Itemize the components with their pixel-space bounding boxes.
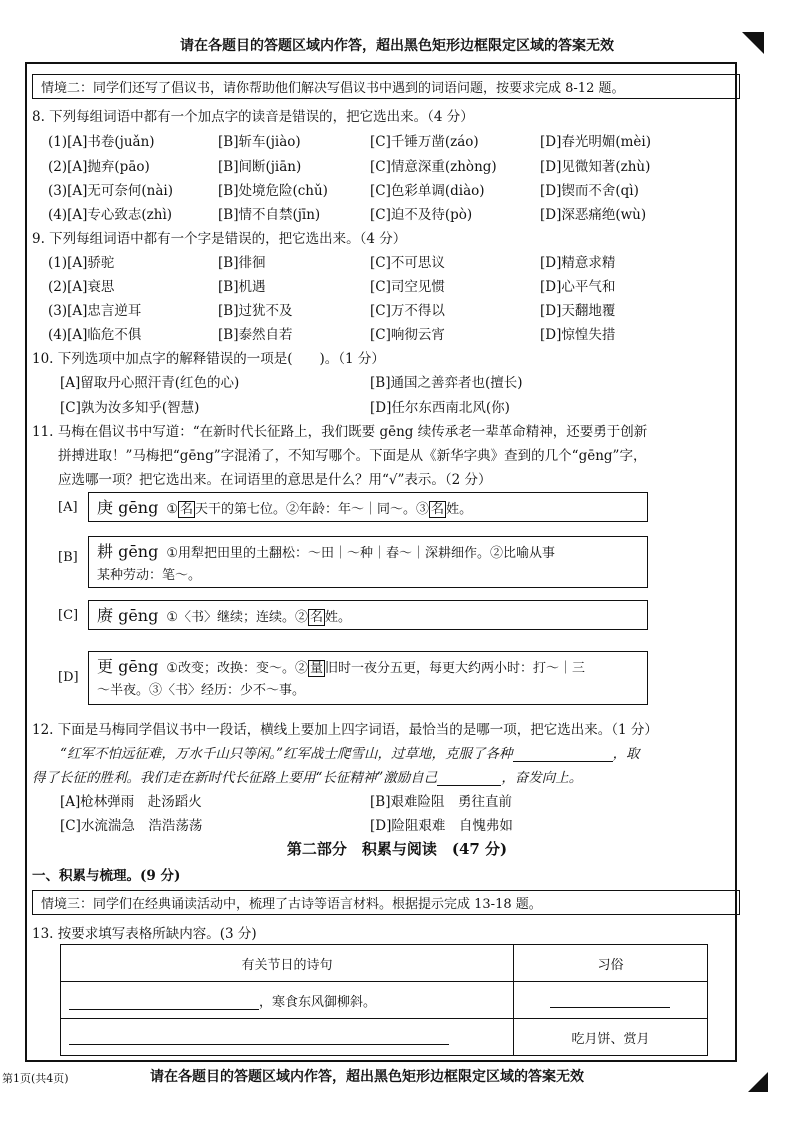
pos-tag: 名 — [180, 502, 194, 517]
q8-option[interactable]: [B]斩车(jiào) — [218, 134, 301, 150]
q11-option-c-entry[interactable] — [88, 600, 648, 630]
q8-stem: 8. 下列每组词语中都有一个加点字的读音是错误的，把它选出来。（4 分） — [32, 109, 474, 125]
fill-blank[interactable] — [69, 1009, 259, 1010]
def-text: ①用犁把田里的土翻松：～田｜～种｜春～｜深耕细作。②比喻从事 — [166, 546, 556, 561]
def-text: 旧时一夜分五更，每更大约两小时：打～｜三 — [325, 661, 586, 676]
q8-option[interactable]: (3)[A]无可奈何(nài) — [48, 183, 174, 199]
q10-option-d[interactable]: [D]任尔东西南北风(你) — [370, 400, 510, 416]
q11-option-a-entry[interactable] — [88, 492, 648, 522]
q8-option[interactable]: [B]情不自禁(jīn) — [218, 207, 321, 223]
pos-tag: 名 — [310, 610, 324, 625]
q9-option[interactable]: [C]响彻云宵 — [370, 327, 445, 343]
part2-heading: 第二部分 积累与阅读 (47 分) — [286, 840, 508, 858]
q11-option-a-label[interactable]: [A] — [58, 500, 78, 515]
q11-option-d-label[interactable]: [D] — [58, 670, 79, 685]
headword: 赓 gēng — [97, 606, 159, 625]
q12-option-a[interactable]: [A]枪林弹雨 赴汤蹈火 — [60, 794, 202, 810]
fill-blank[interactable] — [437, 785, 501, 786]
page-number: 第1页(共4页) — [2, 1072, 69, 1085]
q9-option[interactable]: [B]过犹不及 — [218, 303, 293, 319]
page-header: 请在各题目的答题区域内作答，超出黑色矩形边框限定区域的答案无效 — [180, 38, 614, 54]
q8-option[interactable]: (1)[A]书卷(juǎn) — [48, 134, 155, 150]
passage-text: ，奋发向上。 — [501, 770, 583, 786]
q11-stem-line3: 应选哪一项？把它选出来。在词语里的意思是什么？用“√”表示。（2 分） — [58, 472, 492, 488]
def-text: ①改变；改换：变～。② — [166, 661, 309, 676]
q13-table — [60, 944, 708, 1056]
q8-option[interactable]: [C]迫不及待(pò) — [370, 207, 473, 223]
q10-stem: 10. 下列选项中加点字的解释错误的一项是( )。（1 分） — [32, 351, 385, 367]
q12-option-b[interactable]: [B]艰难险阻 勇往直前 — [370, 794, 512, 810]
q9-option[interactable]: [B]泰然自若 — [218, 327, 293, 343]
q9-option[interactable]: [C]不可思议 — [370, 255, 445, 271]
q9-option[interactable]: (4)[A]临危不俱 — [48, 327, 142, 343]
q12-passage-line1 — [60, 742, 640, 762]
q8-option[interactable]: (4)[A]专心致志(zhì) — [48, 207, 173, 223]
q9-option[interactable]: [D]心平气和 — [540, 279, 616, 295]
q8-option[interactable]: [B]间断(jiān) — [218, 159, 302, 175]
def-text: 天干的第七位。②年龄：年～｜同～。③ — [195, 502, 430, 517]
q9-option[interactable]: [B]机遇 — [218, 279, 266, 295]
poem-text: ，寒食东风御柳斜。 — [259, 994, 377, 1010]
fill-blank[interactable] — [513, 761, 613, 762]
q8-option[interactable]: [C]色彩单调(diào) — [370, 183, 485, 199]
def-text: ① — [166, 502, 179, 517]
q12-passage-line2 — [32, 766, 582, 786]
q9-option[interactable]: [D]天翻地覆 — [540, 303, 616, 319]
q8-option[interactable]: [D]深恶痛绝(wù) — [540, 207, 647, 223]
q9-option[interactable]: (3)[A]忠言逆耳 — [48, 303, 142, 319]
q9-option[interactable]: [D]精意求精 — [540, 255, 616, 271]
pos-tag: 名 — [431, 502, 445, 517]
q11-option-c-label[interactable]: [C] — [58, 608, 79, 623]
table-header: 习俗 — [513, 945, 707, 982]
q8-option[interactable]: [C]千锤万凿(záo) — [370, 134, 479, 150]
q8-option[interactable]: (2)[A]抛弃(pāo) — [48, 159, 150, 175]
situation3-text: 情境三：同学们在经典诵读活动中，梳理了古诗等语言材料。根据提示完成 13-18 题。 — [41, 897, 542, 912]
table-cell: 吃月饼、赏月 — [513, 1019, 707, 1056]
table-cell — [61, 982, 514, 1019]
passage-text: 得了长征的胜利。我们走在新时代长征路上要用“长征精神”激励自己 — [32, 770, 438, 786]
q9-option[interactable]: [B]徘徊 — [218, 255, 266, 271]
page-footer: 请在各题目的答题区域内作答，超出黑色矩形边框限定区域的答案无效 — [150, 1069, 584, 1085]
q12-stem: 12. 下面是马梅同学倡议书中一段话，横线上要加上四字词语，最恰当的是哪一项，把它选出来。（1 分） — [32, 722, 658, 738]
q10-option-b[interactable]: [B]通国之善弈者也(擅长) — [370, 375, 523, 391]
q11-option-b-label[interactable]: [B] — [58, 550, 78, 565]
situation2-text: 情境二：同学们还写了倡议书，请你帮助他们解决写倡议书中遇到的词语问题，按要求完成 8-12 题。 — [41, 81, 625, 96]
q9-stem: 9. 下列每组词语中都有一个字是错误的，把它选出来。（4 分） — [32, 231, 407, 247]
table-cell — [61, 1019, 514, 1056]
q8-option[interactable]: [B]处境危险(chǔ) — [218, 183, 328, 199]
q9-option[interactable]: [C]万不得以 — [370, 303, 445, 319]
def-text: 姓。 — [325, 610, 352, 625]
q9-option[interactable]: (1)[A]骄驼 — [48, 255, 115, 271]
q9-option[interactable]: [C]司空见惯 — [370, 279, 445, 295]
q8-option[interactable]: [D]见微知著(zhù) — [540, 159, 651, 175]
passage-text: ，取 — [612, 746, 640, 762]
table-cell — [513, 982, 707, 1019]
headword: 耕 gēng — [97, 542, 159, 561]
q11-option-d-entry[interactable] — [88, 651, 648, 705]
fill-blank[interactable] — [550, 1007, 670, 1008]
headword: 庚 gēng — [97, 498, 159, 517]
section1-heading: 一、积累与梳理。(9 分) — [32, 868, 181, 884]
def-text: ①〈书〉继续；连续。② — [166, 610, 309, 625]
q11-option-b-entry[interactable] — [88, 536, 648, 588]
q11-stem-line2: 拼搏进取！”马梅把“gēng”字混淆了，不知写哪个。下面是从《新华字典》查到的几个“gēng”字， — [58, 448, 647, 464]
situation2-box — [32, 74, 740, 99]
q11-stem-line1: 11. 马梅在倡议书中写道：“在新时代长征路上，我们既要 gēng 续传承老一辈革命精神，还要勇于创新 — [32, 424, 648, 440]
table-header: 有关节日的诗句 — [61, 945, 514, 982]
q8-option[interactable]: [D]锲而不舍(qì) — [540, 183, 639, 199]
def-text: ～半夜。③〈书〉经历：少不～事。 — [97, 683, 306, 698]
corner-triangle-bottom — [748, 1072, 768, 1092]
q8-option[interactable]: [C]情意深重(zhòng) — [370, 159, 497, 175]
passage-text: “红军不怕远征难，万水千山只等闲。”红军战士爬雪山，过草地，克服了各种 — [60, 746, 513, 762]
situation3-box — [32, 890, 740, 915]
def-text: 姓。 — [446, 502, 473, 517]
q13-stem: 13. 按要求填写表格所缺内容。(3 分) — [32, 926, 257, 942]
q10-option-a[interactable]: [A]留取丹心照汗青(红色的心) — [60, 375, 240, 391]
fill-blank[interactable] — [69, 1044, 449, 1045]
q12-option-d[interactable]: [D]险阻艰难 自愧弗如 — [370, 818, 513, 834]
q10-option-c[interactable]: [C]孰为汝多知乎(智慧) — [60, 400, 200, 416]
pos-tag: 量 — [310, 661, 324, 676]
q9-option[interactable]: (2)[A]衰思 — [48, 279, 115, 295]
headword: 更 gēng — [97, 657, 159, 676]
q8-option[interactable]: [D]春光明媚(mèi) — [540, 134, 651, 150]
q12-option-c[interactable]: [C]水流湍急 浩浩荡荡 — [60, 818, 203, 834]
q9-option[interactable]: [D]惊惶失措 — [540, 327, 616, 343]
def-text: 某种劳动：笔～。 — [97, 568, 202, 583]
